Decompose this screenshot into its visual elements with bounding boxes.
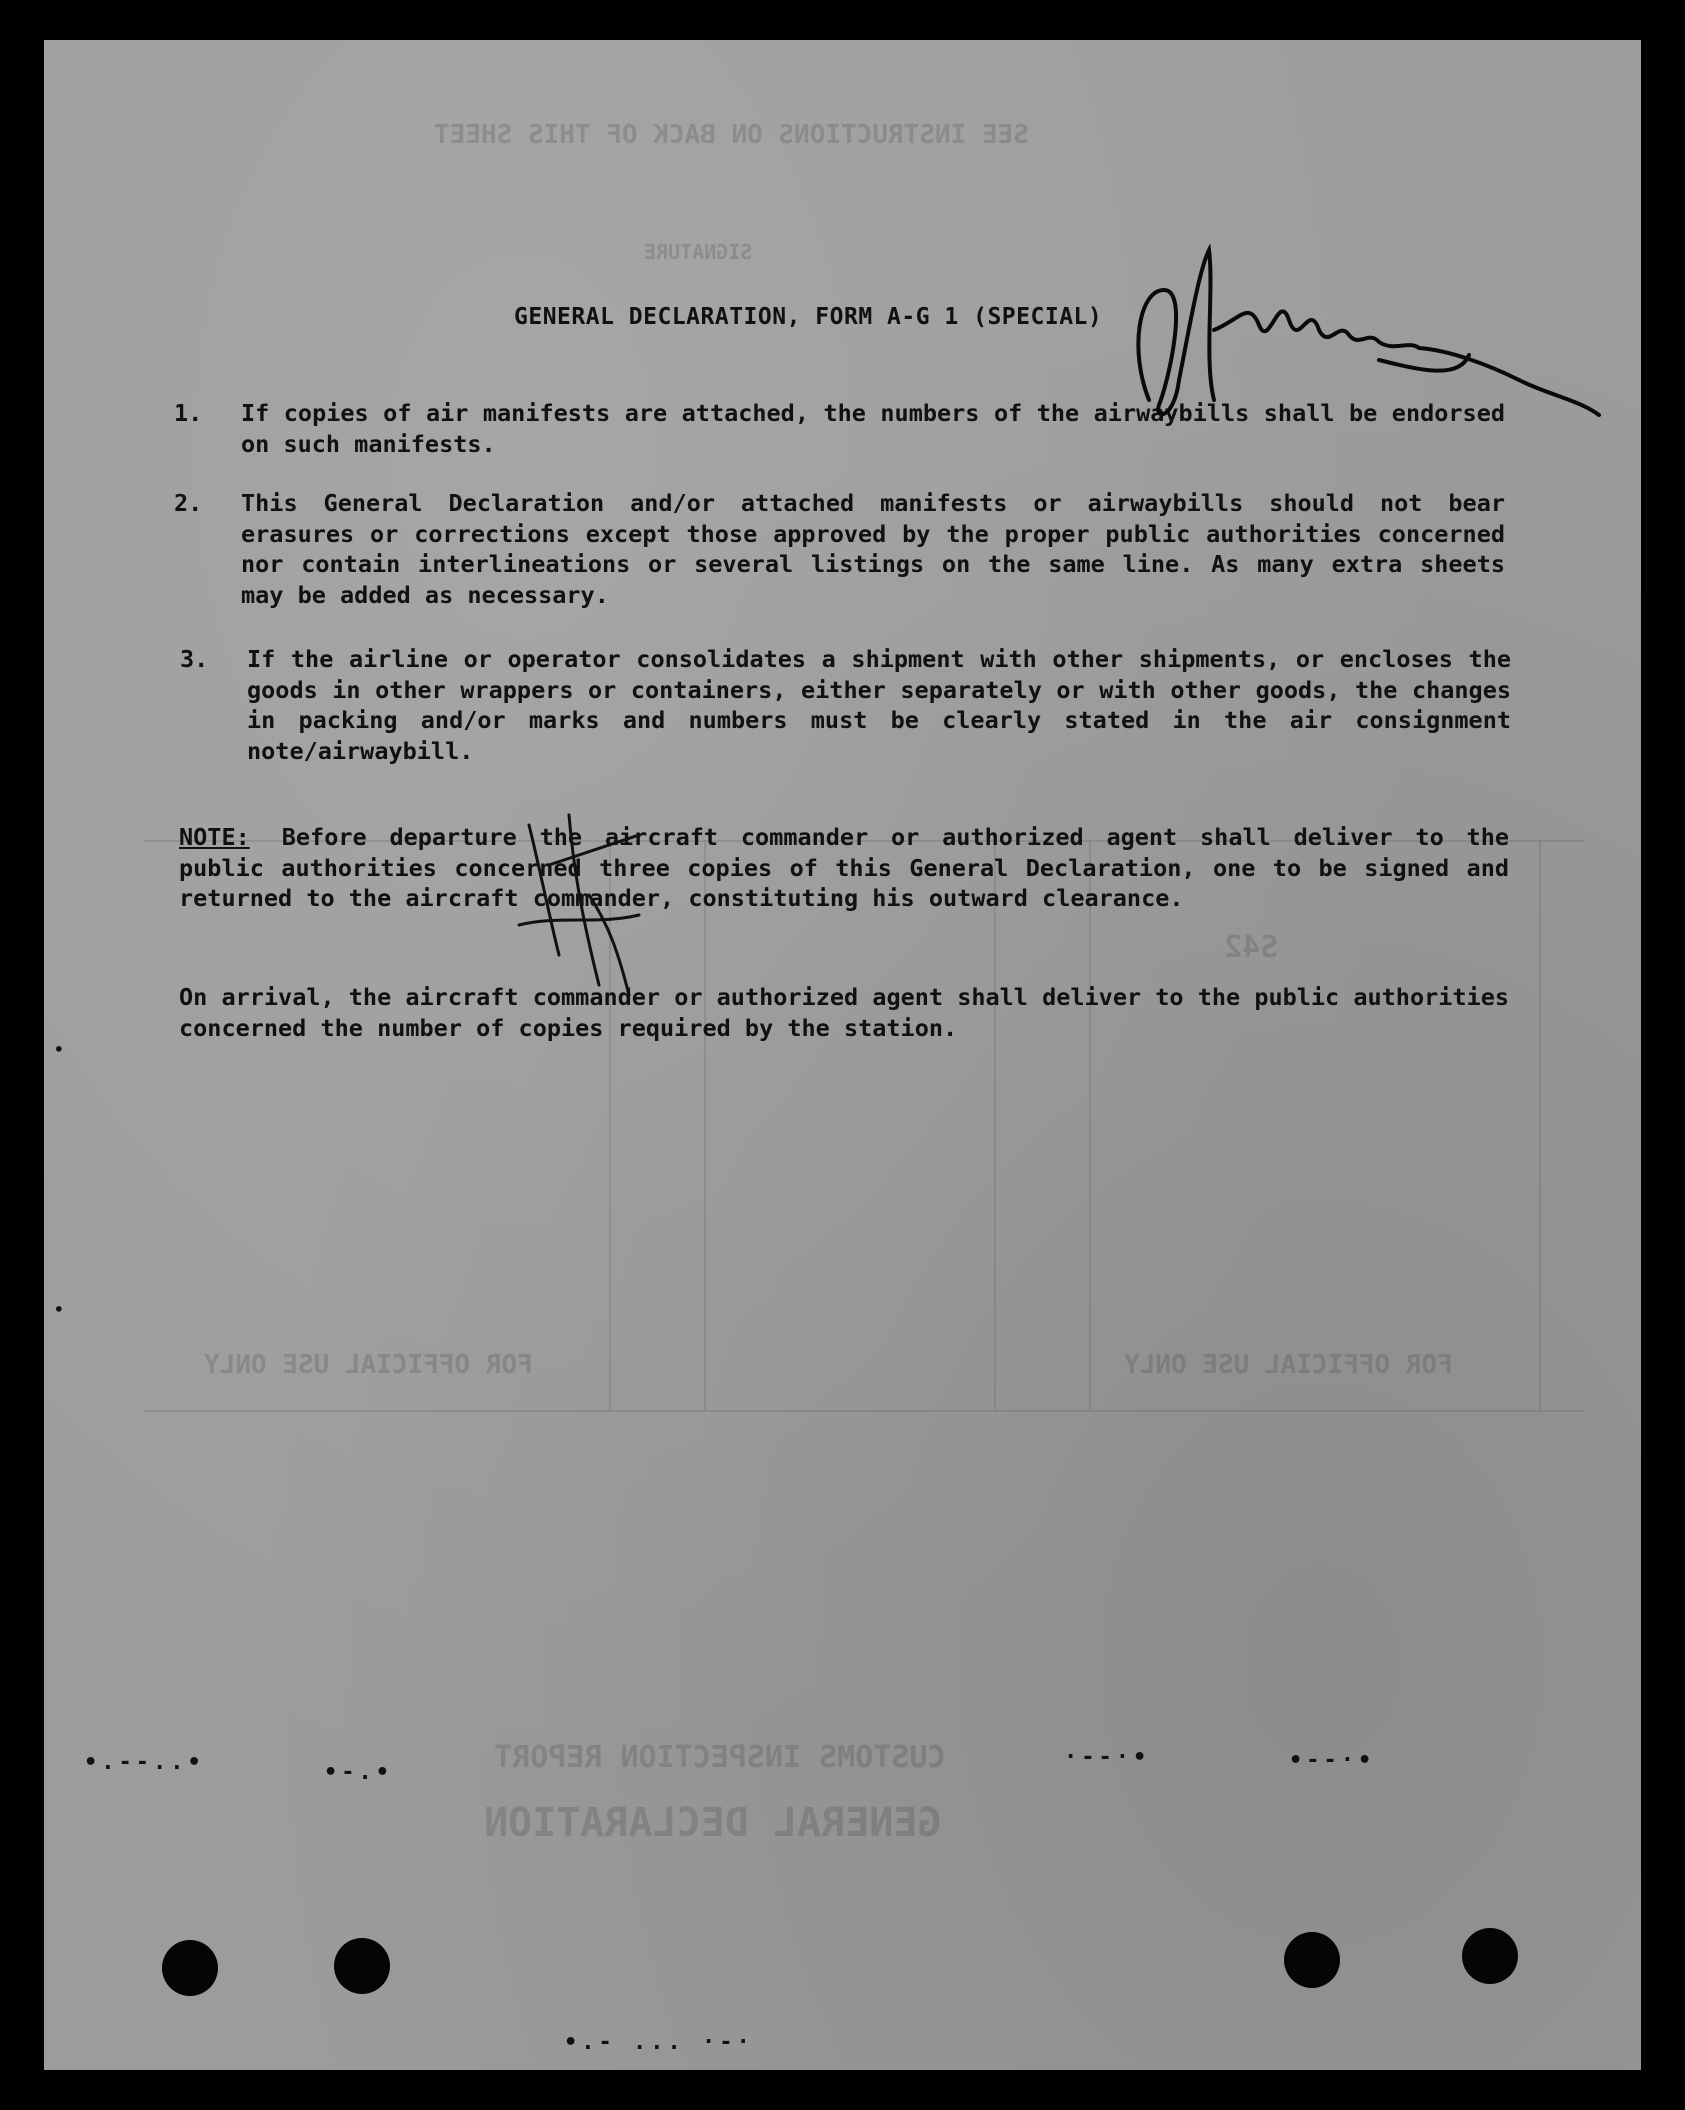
scan-marks: •.- ... ·-· (564, 2030, 754, 2055)
item-text: This General Declaration and/or attached manifests or airwaybills should not bear erasures or corrections except those approved by the proper public authorities concerned nor contain interlineations or several listings on the same line. As many extra sheets may be added as necessary. (241, 489, 1505, 609)
item-number: 1. (174, 399, 203, 427)
document-page (44, 40, 1641, 2070)
note-paragraph (179, 822, 1509, 914)
scan-marks: •--·• (1289, 1748, 1376, 1773)
ghost-text: SEE INSTRUCTIONS ON BACK OF THIS SHEET (434, 120, 1029, 150)
punch-hole (1284, 1932, 1340, 1988)
ghost-rule (1089, 840, 1091, 1410)
scan-marks: •.--..• (84, 1750, 205, 1775)
ghost-rule (704, 840, 706, 1410)
item-number: 2. (174, 489, 203, 517)
scan-marks: • (54, 1300, 68, 1319)
ghost-text: CUSTOMS INSPECTION REPORT (494, 1740, 946, 1775)
scan-marks: ·--·• (1064, 1745, 1151, 1770)
arrival-paragraph: On arrival, the aircraft commander or authorized agent shall deliver to the public authorities concerned the number of copies required by the station. (179, 983, 1509, 1042)
ghost-text: GENERAL DECLARATION (484, 1800, 942, 1846)
note-text: Before departure the aircraft commander or authorized agent shall deliver to the public authorities concerned three copies of this General Declaration, one to be signed and returned to the aircraft commander, constituting his outward clearance. (179, 823, 1509, 912)
ghost-rule (994, 840, 996, 1410)
item-text: If copies of air manifests are attached, the numbers of the airwaybills shall be endorsed on such manifests. (241, 399, 1505, 458)
ghost-text: FOR OFFICIAL USE ONLY (1124, 1350, 1453, 1380)
punch-hole (1462, 1928, 1518, 1984)
page-title: GENERAL DECLARATION, FORM A-G 1 (SPECIAL) (514, 304, 1103, 330)
scribble-mark (489, 805, 669, 1005)
ghost-text: SIGNATURE (644, 240, 753, 264)
note-label: NOTE: (179, 823, 250, 851)
punch-hole (162, 1940, 218, 1996)
signature-scribble (1119, 230, 1641, 450)
ghost-rule (144, 1410, 1584, 1412)
scan-marks: • (54, 1040, 68, 1059)
item-number: 3. (180, 645, 209, 673)
ghost-text: S42 (1224, 930, 1279, 965)
scan-marks: •-.• (324, 1760, 393, 1785)
ghost-text: FOR OFFICIAL USE ONLY (204, 1350, 533, 1380)
item-text: If the airline or operator consolidates a shipment with other shipments, or encloses the goods in other wrappers or containers, either separately or with other goods, the changes in packing and/or marks and numbers must be clearly stated in the air consignment note/airwaybill. (247, 645, 1511, 765)
punch-hole (334, 1938, 390, 1994)
ghost-rule (1539, 840, 1541, 1410)
